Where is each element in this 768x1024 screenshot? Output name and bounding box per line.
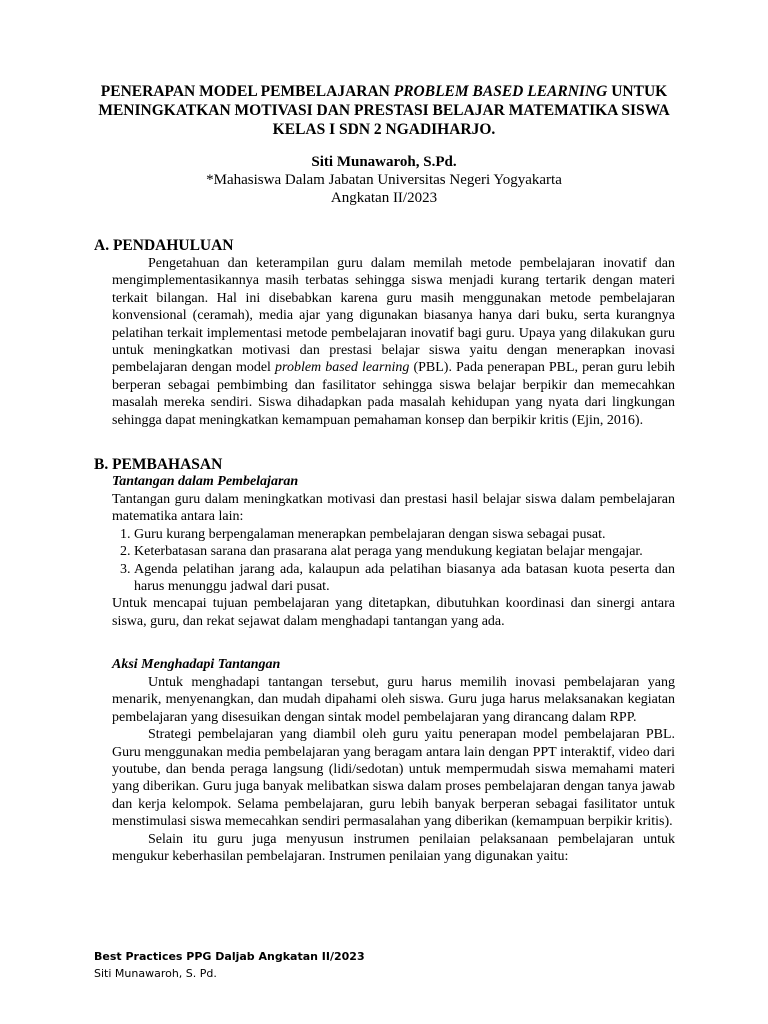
subheading-challenges: Tantangan dalam Pembelajaran [112,474,299,489]
list-item: 3. Agenda pelatihan jarang ada, kalaupun ada pelatihan biasanya ada batasan kuota peserta dan harus menunggu jadwal dari pusat. [134,561,675,596]
challenges-intro: Tantangan guru dalam meningkatkan motivasi dan prestasi hasil belajar siswa dalam pembelajaran matematika antara lain: [112,492,675,525]
section-a-body [112,255,675,429]
author-name: Siti Munawaroh, S.Pd. [311,154,457,170]
actions-paragraph-3: Selain itu guru juga menyusun instrumen penilaian pelaksanaan pembelajaran untuk mengukur keberhasilan pembelajaran. Instrumen penilaian yang digunakan yaitu: [112,831,675,865]
intro-text-1: Pengetahuan dan keterampilan guru dalam memilah metode pembelajaran inovatif dan mengimplementasikannya masih terbatas sehingga siswa menjadi kurang tertarik dengan materi terkait bilangan. Hal ini disebabkan karena guru masih menggunakan metode pembelajaran konvensional (ceramah), media ajar yang digunakan biasanya hanya dari buku, serta kurangnya pelatihan terkait implementasi metode pembelajaran inovatif bagi guru. Upaya yang dilakukan guru untuk meningkatkan motivasi dan prestasi belajar siswa yaitu dengan menerapkan inovasi pembelajaran dengan model [112,256,675,376]
subheading-actions: Aksi Menghadapi Tantangan [112,657,281,672]
title-part-2: UNTUK MENINGKATKAN MOTIVASI DAN PRESTASI BELAJAR MATEMATIKA SISWA KELAS I SDN 2 NGADIHARJO. [98,83,670,138]
footer-author: Siti Munawaroh, S. Pd. [94,967,217,980]
affiliation: *Mahasiswa Dalam Jabatan Universitas Negeri Yogyakarta [206,172,562,188]
footer-title: Best Practices PPG Daljab Angkatan II/2023 [94,950,365,963]
section-b-heading: B. PEMBAHASAN [94,456,223,473]
intro-italic-term: problem based learning [275,360,410,376]
paper-title [90,82,678,139]
challenges-list [112,526,675,596]
cohort: Angkatan II/2023 [330,190,438,206]
list-item: 1. Guru kurang berpengalaman menerapkan pembelajaran dengan siswa sebagai pusat. [134,526,675,543]
intro-text-2: (PBL). Pada penerapan PBL, peran guru lebih berperan sebagai pembimbing dan fasilitator sehingga siswa belajar berpikir dan memecahkan masalah mereka sendiri. Siswa dihadapkan pada masalah kehidupan yang nyata dari lingkungan sehingga dapat meningkatkan kemampuan pemahaman konsep dan berpikir kritis (Ejin, 2016). [112,360,675,428]
section-b-actions [112,656,675,865]
challenges-closing: Untuk mencapai tujuan pembelajaran yang ditetapkan, dibutuhkan koordinasi dan sinergi antara siswa, guru, dan rekat sejawat dalam menghadapi tantangan yang ada. [112,596,675,629]
author-affiliation-block [90,171,678,207]
title-part-1: PENERAPAN MODEL PEMBELAJARAN [100,83,394,100]
section-b-body [112,473,675,630]
list-item: 2. Keterbatasan sarana dan prasarana alat peraga yang mendukung kegiatan belajar mengajar. [134,543,675,560]
section-a-heading: A. PENDAHULUAN [94,237,234,254]
title-italic: PROBLEM BASED LEARNING [393,83,608,100]
actions-paragraph-2: Strategi pembelajaran yang diambil oleh guru yaitu penerapan model pembelajaran PBL. Guru menggunakan media pembelajaran yang beragam antara lain dengan PPT interaktif, video dari youtube, dan benda peraga langsung (lidi/sedotan) untuk mempermudah siswa memahami materi yang diberikan. Guru juga banyak melibatkan siswa dalam proses pembelajaran dengan tanya jawab dan kerja kelompok. Selama pembelajaran, guru lebih banyak berperan sebagai fasilitator untuk menstimulasi siswa memecahkan sendiri permasalahan yang diberikan (kemampuan berpikir kritis). [112,727,675,830]
page-footer [94,948,365,982]
intro-paragraph [112,255,675,429]
actions-paragraph-1: Untuk menghadapi tantangan tersebut, guru harus memilih inovasi pembelajaran yang menarik, menyenangkan, dan mudah dipahami oleh siswa. Guru juga harus melaksanakan kegiatan pembelajaran yang disesuikan dengan sintak model pembelajaran yang dirancang dalam RPP. [112,675,675,725]
